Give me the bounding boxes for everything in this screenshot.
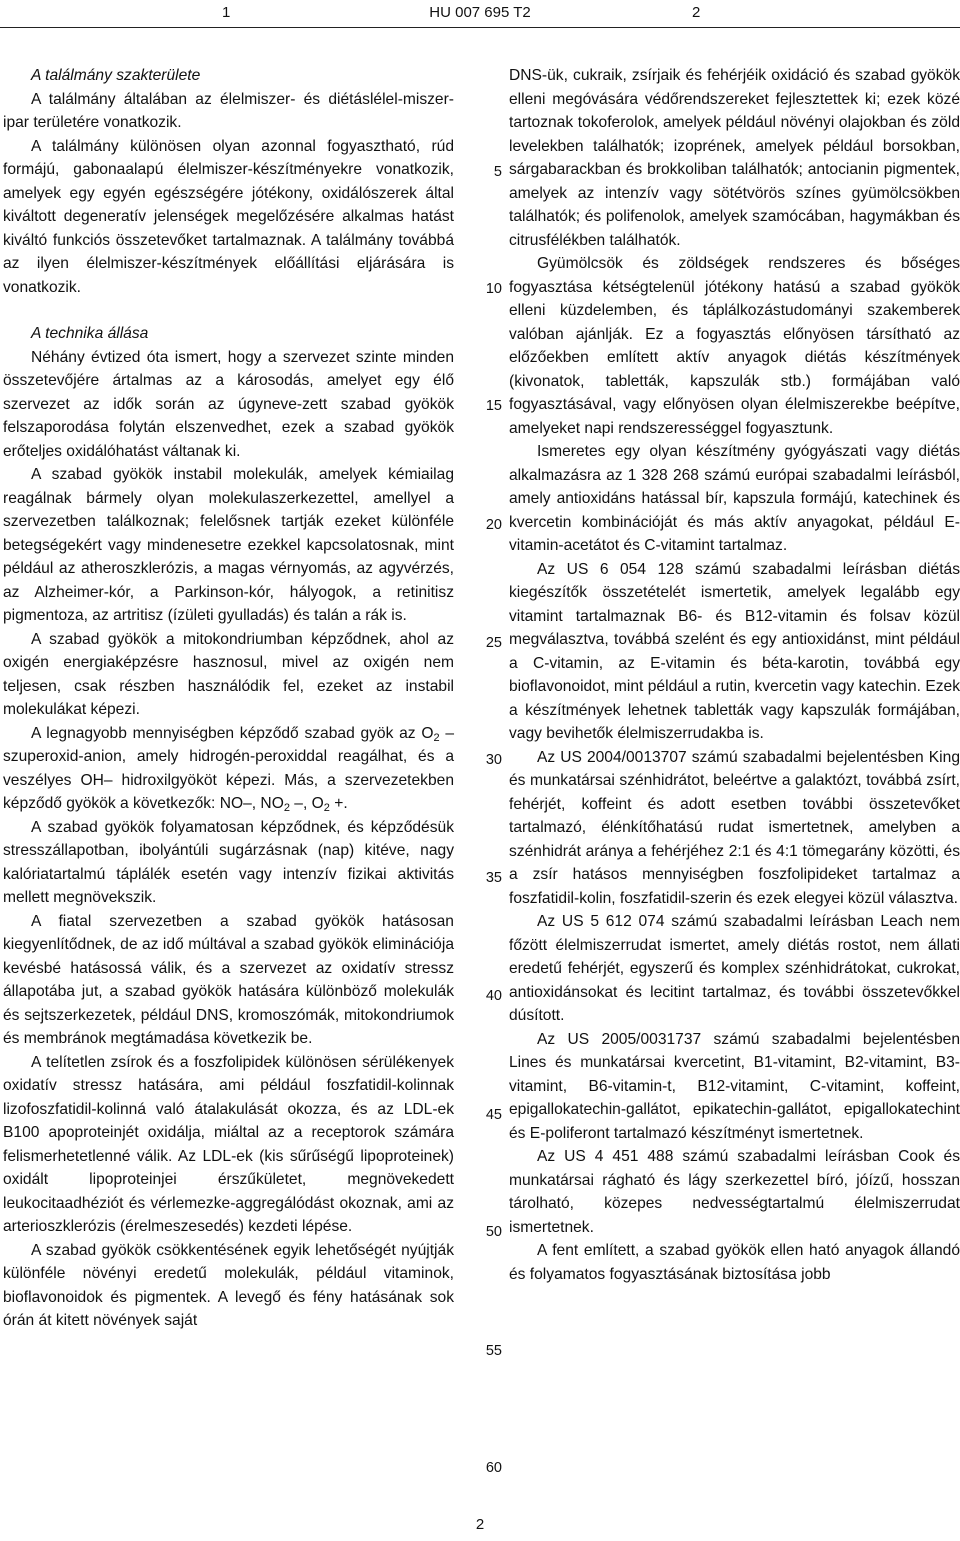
paragraph: A szabad gyökök instabil molekulák, amelyek kémiailag reagálnak bármely olyan molekulaszerkezettel, amellyel a szervezetben találkoznak; felelősnek tartják ezeket különféle betegségekért vagy mindenesetre ezekkel kapcsolatosnak, mint például az atheroszklerózis, a magas vérnyomás, az agyvérzés, az Alzheimer-kór, a Parkinson-kór, hályogok, a retinitisz pigmentoza, az artritisz (ízületi gyulladás) és talán a rák is. — [3, 466, 454, 624]
line-number: 60 — [485, 1460, 502, 1476]
line-number: 5 — [493, 164, 502, 180]
paragraph: Az US 4 451 488 számú szabadalmi leírásban Cook és munkatársai rágható és lágy szerkezettel bíró, jóízű, hosszan tárolható, közepes nedvességtartalmú élelmiszerrudat ismertetnek. — [509, 1148, 960, 1236]
subscript: 2 — [433, 731, 440, 744]
paragraph: Az US 6 054 128 számú szabadalmi leírásban diétás kiegészítők összetételét ismertetik, amelyek legalább egy vitamint tartalmaznak B6- és B12-vitamin és folsav közül megválasztva, továbbá szelént és egy antioxidánst, mint például a C-vitamin, az E-vitamin és béta-karotin, továbbá egy bioflavonoidot, mint például a rutin, kvercetin vagy katechin. Ezek a készítmények lehetnek tabletták vagy kapszulák formájában, vagy bevihetők élelmiszerrudakba is. — [509, 560, 960, 742]
text-run: –, O — [294, 795, 324, 812]
paragraph: Az US 2005/0031737 számú szabadalmi bejelentésben Lines és munkatársai kvercetint, B1-vitamint, B2-vitamint, B3-vitamint, B6-vitamin-t, B12-vitamint, C-vitamint, koffeint, epigallokatechin-gallátot, epikatechin-gallátot, epigallokatechint és E-poliferont tartalmazó készítményt ismertetnek. — [509, 1030, 960, 1142]
paragraph: Néhány évtized óta ismert, hogy a szervezet szinte minden összetevőjére ártalmas az a károsodás, amelyet egy élő szervezet az idők során az úgyneve-zett szabad gyökök felszaporodása folytán elszenvedhet, ezek a szabad gyökök erőteljes oxidálóhatást váltanak ki. — [3, 348, 454, 460]
paragraph: DNS-ük, cukraik, zsírjaik és fehérjéik oxidáció és szabad gyökök elleni megóvására védőrendszereket fejlesztettek ki; ezek közé tartoznak tokoferolok, amelyek például növényi olajokban és zöld levelekben találhatók; izoprének, amelyek például borsokban, sárgabarackban és brokkoliban találhatók; antocianin pigmentek, amelyek az intenzív vagy sötétvörös színes gyümölcsökben találhatók; és polifenolok, amelyek szamócában, hagymákban és citrusfélékben találhatók. — [509, 67, 960, 249]
header-rule — [0, 27, 960, 28]
paragraph: A szabad gyökök csökkentésének egyik lehetőségét nyújtják különféle növényi eredetű molekulák, például vitaminok, bioflavonoidok és pigmentek. A levegő és fény hatásának sok órán át kitett növények saját — [3, 1241, 454, 1329]
line-number: 30 — [485, 752, 502, 768]
paragraph: A fent említett, a szabad gyökök ellen ható anyagok állandó és folyamatos fogyasztásának biztosítása jobb — [509, 1242, 960, 1283]
header-right-page-number: 2 — [692, 4, 701, 21]
paragraph: A találmány különösen olyan azonnal fogyasztható, rúd formájú, gabonaalapú élelmiszer-készítményekre vonatkozik, amelyek egy egyén egészségére jótékony, oxidálószerek által kiváltott degeneratív jelenségek megelőzésére alkalmas hatást kiváltó funkciós összetevőket tartalmaznak. A találmány továbbá az ilyen élelmiszer-készítmények előállítási eljárására is vonatkozik. — [3, 137, 454, 296]
line-number: 20 — [485, 517, 502, 533]
subscript: 2 — [283, 802, 290, 814]
line-number: 35 — [485, 870, 502, 886]
text-run: – szuperoxid-anion, amely hidrogén-peroxiddal reagálhat, és a veszélyes OH– hidroxilgyököt képezi. Más, a szervezetekben képződő gyökök a következők: NO–, NO — [3, 724, 454, 812]
line-number: 40 — [485, 988, 502, 1004]
line-number: 55 — [485, 1343, 502, 1359]
paragraph: A szabad gyökök a mitokondriumban képződnek, ahol az oxigén energiaképzésre hasznosul, mivel az oxigén nem teljesen, csak részben használódik fel, ezeket az instabil molekulákat képezi. — [3, 630, 454, 718]
section-title-field: A találmány szakterülete — [31, 67, 201, 84]
paragraph: A telítetlen zsírok és a foszfolipidek különösen sérülékenyek oxidatív stressz hatására, ami például foszfatidil-kolinnak lizofoszfatidil-kolinná való átalakulását okozza, és az LDL-ek B100 apoproteinjét oxidálja, miáltal az a receptorok számára felismerhetetlenné válik. Az LDL-ek (kis sűrűségű lipoproteinek) oxidált lipoproteinjei érszűkületet, megnövekedett leukocitaadhéziót és vérlemezke-aggregálódást okoznak, ami az arterioszklerózis (érelmeszesedés) kezdeti lépése. — [3, 1053, 454, 1235]
section-gap — [3, 299, 454, 322]
line-number: 15 — [485, 398, 502, 414]
paragraph-formula — [3, 722, 454, 816]
line-number: 50 — [485, 1224, 502, 1240]
paragraph: Ismeretes egy olyan készítmény gyógyászati vagy diétás alkalmazásra az 1 328 268 számú európai szabadalmi leírásból, amely antioxidáns hatással bír, kapszula formájú, katechinek és kvercetin kombinációját és más aktív anyagokat, például E-vitamin-acetátot és C-vitamint tartalmaz. — [509, 443, 960, 554]
text-run: +. — [334, 795, 348, 812]
subscript: 2 — [323, 802, 330, 814]
right-column — [509, 64, 960, 1286]
paragraph: Gyümölcsök és zöldségek rendszeres és bőséges fogyasztása kétségtelenül jótékony hatású a szabad gyökök elleni küzdelemben, és táplálkozástudományi szakemberek valóban ajánlják. Ez a fogyasztás előnyösen társítható az előzőekben említett aktív anyagok diétás készítmények (kivonatok, tabletták, kapszulák stb.) formájában való fogyasztásával, vagy előnyösen olyan élelmiszerekbe beépítve, amelyeket napi rendszerességgel fogyasztunk. — [509, 255, 960, 437]
section-title-prior-art: A technika állása — [31, 325, 149, 342]
line-number: 25 — [485, 635, 502, 651]
line-number: 45 — [485, 1107, 502, 1123]
line-number: 10 — [485, 281, 502, 297]
paragraph: A találmány általában az élelmiszer- és diétáslélel-miszer-ipar területére vonatkozik. — [3, 90, 454, 131]
paragraph: A fiatal szervezetben a szabad gyökök hatásosan kiegyenlítődnek, de az idő múltával a szabad gyökök eliminációja kevésbé hatásossá válik, és a szervezet az oxidatív stressz állapotába jut, a szabad gyökök hatására különböző molekulák és sejtszerkezetek, például DNS, kromoszómák, mitokondriumok és membránok megtámadása következik be. — [3, 912, 454, 1047]
header-left-page-number: 1 — [222, 4, 231, 21]
paragraph: A szabad gyökök folyamatosan képződnek, és képződésük stresszállapotban, ibolyántúli sugárzásnak (nap) kitéve, nagy kalóriatartalmú táplálék esetén vagy intenzív fizikai aktivitás mellett megnövekszik. — [3, 818, 454, 906]
left-column — [3, 64, 454, 1333]
text-run: A legnagyobb mennyiségben képződő szabad gyök az O — [31, 724, 434, 742]
paragraph: Az US 5 612 074 számú szabadalmi leírásban Leach nem főzött élelmiszerrudat ismertet, amely diétás rostot, nem állati eredetű fehérjét, egyszerű és komplex szénhidrátokat, cukrokat, antioxidánsokat és lecitint tartalmaz, és további összetevőkkel dúsított. — [509, 913, 960, 1024]
header-document-id: HU 007 695 T2 — [429, 4, 531, 21]
paragraph: Az US 2004/0013707 számú szabadalmi bejelentésben King és munkatársai szénhidrátot, beleértve a galaktózt, továbbá zsírt, fehérjét, koffeint és adott esetben további összetevőket tartalmazó, élénkítőhatású rudat ismertetnek, amelyben a szénhidrát aránya a fehérjéhez 2:1 és 4:1 tömegarány közötti, és a zsír hatásos mennyiségben foszfolipideket tartalmaz a foszfatidil-kolin, foszfatidil-szerin és ezek elegyei közül választva. — [509, 748, 960, 907]
footer-page-number: 2 — [475, 1516, 485, 1533]
